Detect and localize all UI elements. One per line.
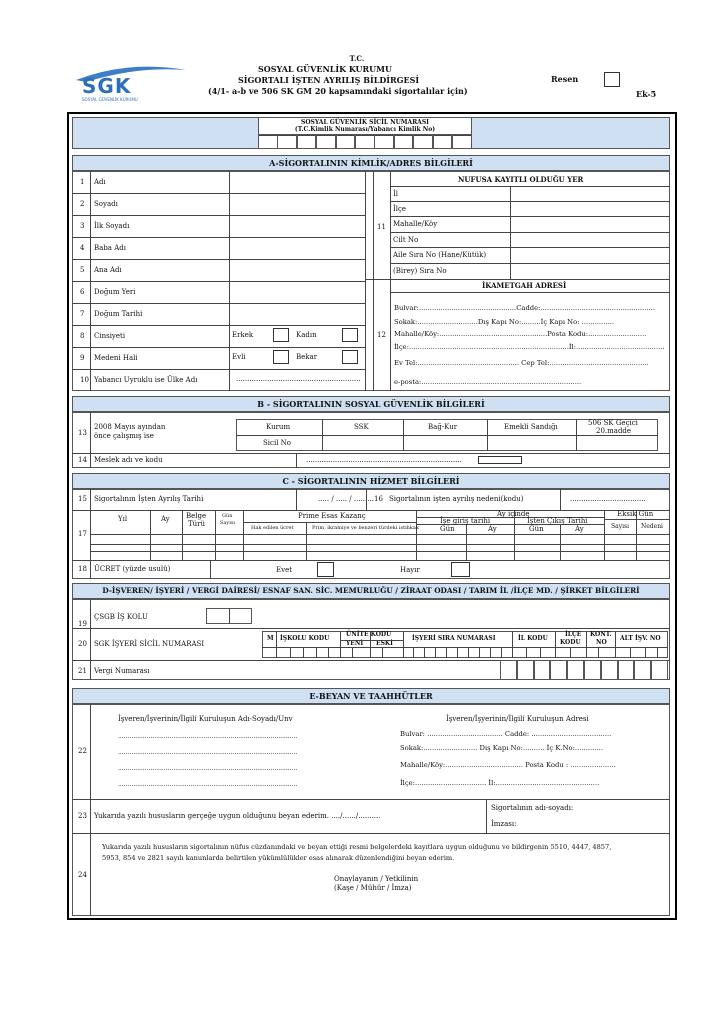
g506-label-a: 506 SK Geçici (588, 419, 638, 427)
sicil-digit-cell[interactable] (452, 134, 472, 149)
vergi-digit-cell[interactable] (534, 660, 551, 680)
ayicinde-header: Ay içinde (497, 510, 530, 518)
section-d-title: D-İŞVEREN/ İŞYERİ / VERGİ DAİRESİ/ ESNAF SAN. SİC. MEMURLUĞU / ZİRAAT ODASI / TARIM İL /İLÇE MD. / ŞİRKET BİLGİLERİ (102, 586, 640, 595)
sicil-title: SOSYAL GÜVENLİK SİCİL NUMARASI (301, 119, 429, 126)
form-title: SİGORTALI İŞTEN AYRILIŞ BİLDİRGESİ (238, 75, 420, 85)
giris-gun-header: Gün (440, 525, 455, 533)
resen-checkbox[interactable] (604, 72, 620, 87)
erkek-checkbox[interactable] (273, 328, 289, 342)
ek-label: Ek-5 (636, 89, 657, 99)
ikamet-row[interactable]: e-posta:.......................................................................... (394, 378, 582, 386)
isveren-address-line[interactable]: Bulvar: ................................... Cadde: ..................................... (400, 730, 612, 738)
bekar-label: Bekar (296, 353, 318, 361)
isveren-name-line[interactable]: .............................................................................................. (118, 733, 298, 740)
isveren-address-line[interactable]: Mahalle/Köy:.................................... Posta Kodu : ..................... (400, 761, 616, 769)
vergi-digit-cell[interactable] (567, 660, 584, 680)
bagkur-label: Bağ-Kur (428, 423, 458, 431)
row-16-label: Sigortalının işten ayrılış nedeni(kodu) (389, 495, 524, 503)
a-row-label: Ana Adı (94, 266, 122, 274)
isyeri-header: İŞYERİ SIRA NUMARASI (412, 635, 496, 642)
ikamet-row[interactable]: Sokak:............................Dış Kapı No:.........İç Kapı No: ............... (394, 318, 615, 326)
section-c-title: C - SİGORTALININ HİZMET BİLGİLERİ (282, 476, 460, 486)
iskolu-header: İŞKOLU KODU (280, 635, 330, 642)
meslek-dots[interactable]: ...................................................................... (306, 456, 462, 464)
sicil-digit-cell[interactable] (297, 134, 317, 149)
row-15-number: 15 (78, 495, 87, 503)
sicil-digit-cell[interactable] (374, 134, 394, 149)
row-13-label-b: önce çalışmış ise (94, 432, 154, 440)
a-row-label: Doğum Tarihi (94, 310, 143, 318)
sicil-no-label: Sicil No (263, 439, 291, 447)
sicil-digit-cell[interactable] (316, 134, 336, 149)
vergi-digit-cell[interactable] (584, 660, 601, 680)
a-row-number: 8 (80, 332, 85, 340)
a-row-label: Soyadı (94, 200, 118, 208)
nufus-row-label: İl (393, 190, 399, 198)
row-20-label: SGK İŞYERİ SİCİL NUMARASI (94, 640, 205, 648)
sayisi-header: Sayısı (220, 520, 235, 526)
a-row-number: 7 (80, 310, 85, 318)
yil-header: Yıl (118, 515, 128, 523)
sicil-digit-cell[interactable] (258, 134, 278, 149)
unite-header: ÜNİTE KODU (346, 631, 392, 638)
row-23-label: Yukarıda yazılı hususların gerçeğe uygun olduğunu beyan ederim. ..../....../.......... (94, 812, 381, 820)
cikis-gun-header: Gün (529, 525, 544, 533)
ise-giris-header: İşe giriş tarihi (440, 517, 491, 525)
kadin-label: Kadın (296, 331, 317, 339)
hak-header: Hak edilen ücret (251, 525, 294, 531)
isveren-address-line[interactable]: İlçe:................................. İl:................................................ (400, 779, 600, 787)
sicil-digit-cell[interactable] (277, 134, 297, 149)
unite-yeni: YENİ (346, 640, 364, 647)
isveren-name-line[interactable]: .............................................................................................. (118, 781, 298, 788)
a-row-number: 3 (80, 222, 85, 230)
eksik-nedeni-header: Nedeni (641, 523, 663, 530)
evet-checkbox[interactable] (317, 562, 334, 577)
il-kodu-header: İL KODU (518, 635, 548, 642)
vergi-digit-cell[interactable] (634, 660, 651, 680)
a-row-number: 2 (80, 200, 85, 208)
sicil-digit-cell[interactable] (413, 134, 433, 149)
vergi-digit-cell[interactable] (517, 660, 534, 680)
row-13-number: 13 (78, 429, 87, 437)
nufus-row-label: Aile Sıra No (Hane/Kütük) (393, 251, 487, 259)
a-row-number: 10 (80, 376, 89, 384)
row-13-label-a: 2008 Mayıs ayından (94, 423, 166, 431)
sicil-digit-cell[interactable] (394, 134, 414, 149)
kont-header: KONT. (590, 631, 612, 638)
alt-isv-header: ALT İŞV. NO (620, 635, 661, 642)
ayrilis-nedeni[interactable]: .................................. (570, 495, 646, 503)
isten-cikis-header: İşten Çıkış Tarihi (527, 517, 588, 525)
a-row-number: 4 (80, 244, 85, 252)
bekar-checkbox[interactable] (342, 350, 358, 364)
eksik-gun-header: Eksik Gün (617, 510, 654, 518)
erkek-label: Erkek (232, 331, 254, 339)
row-12-number: 12 (377, 331, 386, 339)
meslek-code-box[interactable] (478, 456, 522, 464)
ay-header: Ay (161, 515, 170, 523)
a-row-label: Baba Adı (94, 244, 126, 252)
row-22-label: İşveren/İşverinin/İlgili Kuruluşun Adı-Soyadı/Unv (118, 715, 293, 723)
tc-label: T.C. (349, 54, 365, 63)
emekli-label: Emekli Sandığı (504, 423, 558, 431)
row-19-label: ÇSGB İŞ KOLU (94, 613, 148, 621)
row-21-label: Vergi Numarası (94, 667, 150, 675)
vergi-digit-cell[interactable] (550, 660, 567, 680)
row-14-number: 14 (78, 456, 87, 464)
g506-label-b: 20.madde (596, 427, 632, 435)
isveren-name-line[interactable]: .............................................................................................. (118, 765, 298, 772)
a-row-label: Cinsiyeti (94, 332, 126, 340)
evli-label: Evli (232, 353, 246, 361)
ssk-label: SSK (354, 423, 369, 431)
a-row-label: Medeni Hali (94, 354, 138, 362)
ikamet-row[interactable]: İlçe:..........................................................................İl:......................................... (394, 343, 665, 351)
vergi-digit-cell[interactable] (618, 660, 635, 680)
hayir-checkbox[interactable] (451, 562, 470, 577)
vergi-digit-cell[interactable] (651, 660, 668, 680)
row-22-number: 22 (78, 747, 87, 755)
pek-header: Prime Esas Kazanç (298, 512, 366, 520)
row-19-number: 19 (78, 620, 87, 628)
ikamet-row[interactable]: Mahalle/Köy:..................................................Posta Kodu:........................... (394, 330, 647, 338)
ikamet-row[interactable]: Bulvar:.............................................Cadde:..................................................... (394, 304, 655, 312)
adres-label: İşveren/İşyerinin/İlgili Kuruluşun Adresi (446, 715, 589, 723)
gun-header: Gün (222, 513, 233, 519)
row-16-number: 16 (374, 495, 383, 503)
sicil-digit-cell[interactable] (355, 134, 375, 149)
sgk-logo (68, 64, 188, 106)
section-e-title: E-BEYAN VE TAAHHÜTLER (309, 691, 433, 701)
kadin-checkbox[interactable] (342, 328, 358, 342)
cikis-ay-header: Ay (575, 525, 584, 533)
ayrilis-tarihi[interactable]: ..... / ..... / ......... (318, 495, 374, 503)
row-18-number: 18 (78, 565, 87, 573)
row-11-number: 11 (377, 223, 386, 231)
nufus-title: NUFUSA KAYITLI OLDUĞU YER (458, 175, 584, 184)
row-18-label: ÜCRET (yüzde usulü) (94, 565, 171, 573)
a-row-label: İlk Soyadı (94, 222, 130, 230)
isveren-name-line[interactable]: .............................................................................................. (118, 749, 298, 756)
eksik-sayisi-header: Sayısı (611, 523, 629, 530)
sigortali-imza: İmzası: (491, 820, 517, 828)
row-14-label: Meslek adı ve kodu (94, 456, 163, 464)
ulke-dots[interactable]: ........................................................ (236, 375, 361, 383)
logo-subtext: SOSYAL GÜVENLİK KURUMU (82, 97, 138, 102)
row-24-text-b: 5953, 854 ve 2821 sayılı kanunlarda belirtilen yükümlülükler esas alınarak düzenlendiğini beyan ederim. (102, 854, 455, 862)
evli-checkbox[interactable] (273, 350, 289, 364)
a-row-label: Adı (94, 178, 106, 186)
row-17-number: 17 (78, 530, 87, 538)
kurum-title: SOSYAL GÜVENLİK KURUMU (258, 64, 392, 74)
section-b-title: B - SİGORTALININ SOSYAL GÜVENLİK BİLGİLERİ (257, 399, 485, 409)
nufus-row-label: Cilt No (393, 236, 419, 244)
kont-no-header: NO (596, 639, 607, 646)
ikamet-title: İKAMETGAH ADRESİ (482, 281, 567, 290)
section-a-title: A-SİGORTALININ KİMLİK/ADRES BİLGİLERİ (269, 158, 473, 168)
ilce-kodu-header: KODU (560, 639, 581, 646)
ikamet-row[interactable]: Ev Tel:............................................... Cep Tel:.............................................. (394, 359, 649, 367)
row-21-number: 21 (78, 667, 87, 675)
prim-header: Prim, ikramiye ve benzeri türdeki istihkak (312, 525, 419, 531)
row-24-number: 24 (78, 871, 87, 879)
a-row-number: 5 (80, 266, 85, 274)
a-row-number: 9 (80, 354, 85, 362)
hayir-label: Hayır (400, 566, 420, 574)
vergi-digit-cell[interactable] (601, 660, 618, 680)
a-row-number: 6 (80, 288, 85, 296)
kurum-label: Kurum (266, 423, 291, 431)
giris-ay-header: Ay (488, 525, 497, 533)
nufus-row-label: İlçe (393, 205, 407, 213)
a-row-number: 1 (80, 178, 85, 186)
isveren-address-line[interactable]: Sokak:......................... Dış Kapı No:.......... İç K.No:............. (400, 744, 603, 752)
form-subtitle: (4/1- a-b ve 506 SK GM 20 kapsamındaki sigortalılar için) (208, 86, 468, 96)
row-24-text-a: Yukarıda yazılı hususların sigortalının nüfus cüzdanındaki ve beyan ettiği resmi belgelerdeki kayıtlara uygun olduğunu ve bildirgenin 5510, 4447, 4857, (102, 843, 612, 851)
resen-label: Resen (551, 74, 579, 84)
sicil-digit-cell[interactable] (336, 134, 356, 149)
logo-text: SGK (82, 74, 132, 98)
nufus-row-label: (Birey) Sıra No (393, 267, 447, 275)
turu-header: Türü (188, 520, 206, 528)
kase-label: (Kaşe / Mühür / İmza) (334, 884, 412, 892)
nufus-row-label: Mahalle/Köy (393, 220, 438, 228)
onaylayan-label: Onaylayanın / Yetkilinin (334, 875, 419, 883)
evet-label: Evet (276, 566, 293, 574)
sigortali-adsoyad: Sigortalının adı-soyadı: (491, 804, 574, 812)
vergi-digit-cell[interactable] (500, 660, 517, 680)
a-row-label: Yabancı Uyruklu ise Ülke Adı (94, 376, 198, 384)
unite-eski: ESKİ (376, 640, 393, 647)
row-20-number: 20 (78, 640, 87, 648)
ilce-header: İLÇE (565, 631, 582, 638)
sicil-digit-cell[interactable] (433, 134, 453, 149)
m-header: M (267, 635, 274, 642)
belge-header: Belge (186, 512, 207, 520)
a-row-label: Doğum Yeri (94, 288, 136, 296)
row-15-label: Sigortalının İşten Ayrılış Tarihi (94, 495, 204, 503)
sicil-subtitle: (T.C.Kimlik Numarası/Yabancı Kimlik No) (294, 126, 436, 133)
row-23-number: 23 (78, 812, 87, 820)
